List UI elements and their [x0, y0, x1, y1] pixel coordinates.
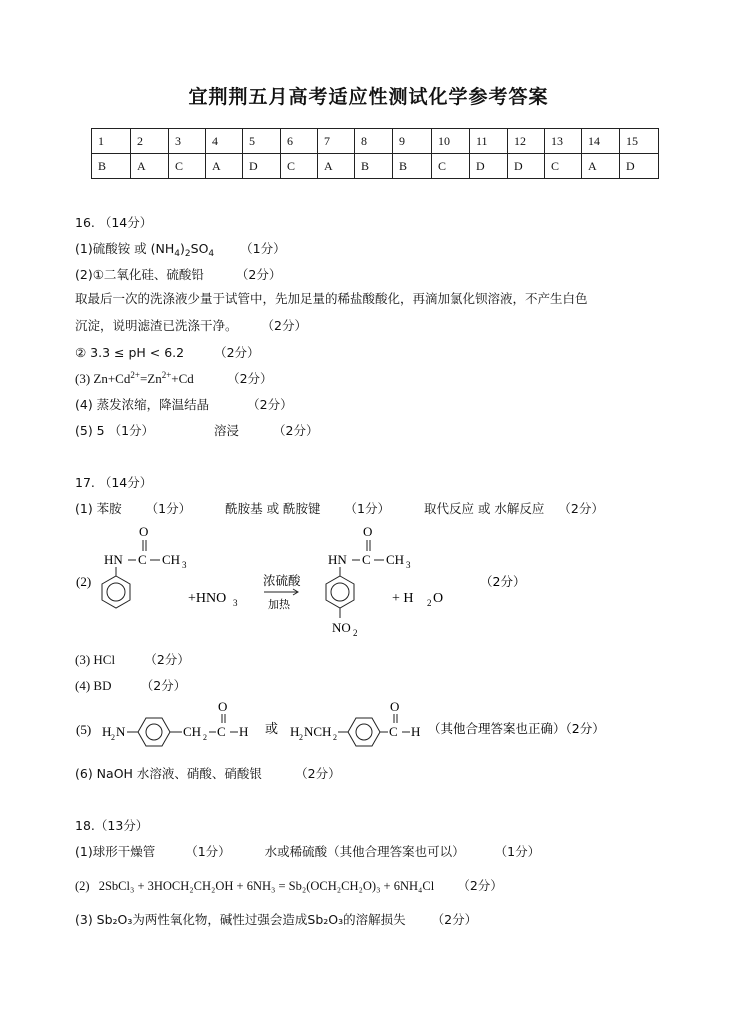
q5-label: (5)	[76, 722, 92, 737]
q5-or: 或	[265, 722, 279, 737]
answer-cell: B	[393, 154, 432, 179]
eq-h2o-o: O	[433, 591, 444, 606]
question-number-cell: 13	[545, 129, 582, 154]
q18-line-1	[75, 842, 540, 860]
benzene-ring	[102, 576, 130, 608]
q16-l6-charge: 2+	[130, 370, 140, 380]
q18-l2-label: (2)	[75, 879, 90, 893]
benzene-ring	[348, 718, 380, 746]
eq-reagent-sub: 3	[233, 598, 238, 608]
eq-plus-h2o: + H	[392, 591, 414, 606]
q16-l4-text: 沉淀，说明滤渣已洗涤干净。	[75, 318, 238, 333]
q5-ch2: CH	[183, 724, 202, 739]
acetanilide-structure	[102, 524, 187, 608]
benzene-ring	[326, 576, 354, 608]
question-number-cell: 1	[92, 129, 131, 154]
q16-l6-zn: =Zn	[139, 371, 162, 386]
eq-score: （2分）	[480, 574, 526, 589]
q16-l1-sub: 4	[174, 249, 181, 259]
q16-l6-text: (3) Zn+Cd	[75, 371, 131, 386]
q16-paragraph	[75, 285, 675, 339]
eq-o-left: O	[139, 524, 149, 539]
eq-ch3-right: CH	[386, 552, 405, 567]
answer-table-number-row	[92, 129, 659, 154]
q5-o: O	[218, 700, 228, 714]
question-number-cell: 12	[508, 129, 545, 154]
q16-line-1	[75, 239, 286, 259]
q16-l1-score: （1分）	[240, 241, 286, 256]
q16-l1-text: (1)硫酸铵 或 (NH	[75, 241, 175, 256]
q17-line-1	[75, 499, 604, 517]
answer-cell: D	[620, 154, 659, 179]
q16-l1-sub3: 4	[208, 249, 215, 259]
eq-reagent: +HNO	[188, 591, 227, 606]
q16-l6-charge2: 2+	[161, 370, 172, 380]
q16-line-6	[75, 369, 273, 387]
benzene-ring	[138, 718, 170, 746]
answer-cell: A	[131, 154, 169, 179]
q16-l4	[75, 312, 675, 339]
q16-l2-score: （2分）	[235, 267, 282, 282]
eq-hn-left: HN	[104, 552, 123, 567]
answer-cell: C	[281, 154, 318, 179]
answer-cell: D	[243, 154, 281, 179]
q5b-h-end: H	[411, 724, 421, 739]
q5-h: H	[102, 724, 112, 739]
q16-l6-score: （2分）	[227, 371, 273, 386]
question-number-cell: 6	[281, 129, 318, 154]
q17-l6-text: (6) NaOH 水溶液、硝酸、硝酸银	[75, 766, 262, 781]
eq-ch3-left: CH	[162, 552, 181, 567]
answer-cell: A	[318, 154, 355, 179]
q5b-c: C	[389, 724, 398, 739]
q16-line-7	[75, 395, 293, 413]
q17-l4-score: （2分）	[140, 678, 187, 693]
answer-cell: D	[470, 154, 508, 179]
q5b-h-sub: 2	[299, 733, 303, 742]
q5b-nch-sub: 2	[333, 733, 337, 742]
eq-condition-top: 浓硫酸	[263, 573, 301, 588]
q17-l3-score: （2分）	[144, 652, 190, 667]
q17-line-3	[75, 650, 190, 668]
question-number-cell: 4	[206, 129, 243, 154]
q18-l1-score1: （1分）	[185, 844, 231, 859]
q5-h-end: H	[239, 724, 249, 739]
q5-n: N	[116, 724, 126, 739]
question-number-cell: 7	[318, 129, 355, 154]
answer-cell: C	[169, 154, 206, 179]
answer-cell: C	[545, 154, 582, 179]
q16-l5-text: ② 3.3 ≤ pH < 6.2	[75, 345, 185, 360]
aromatic-circle	[331, 583, 349, 601]
q18-header: 18.（13分）	[75, 818, 149, 833]
question-number-cell: 14	[582, 129, 620, 154]
q16-l3-text: 取最后一次的洗涤液少量于试管中，先加足量的稀盐酸酸化，再滴加氯化钡溶液，不产生白色	[75, 291, 588, 306]
q17-header: 17. （14分）	[75, 475, 153, 490]
q17-5-structures	[70, 700, 630, 752]
question-number-cell: 9	[393, 129, 432, 154]
q17-l1-score1: （1分）	[145, 501, 192, 516]
q18-l1-score2: （1分）	[494, 844, 541, 859]
question-number-cell: 2	[131, 129, 169, 154]
q16-l4-score: （2分）	[261, 318, 307, 333]
aromatic-circle	[107, 583, 125, 601]
structure-b	[290, 700, 420, 746]
q17-l6-score: （2分）	[295, 766, 341, 781]
q17-l3-text: (3) HCl	[75, 652, 116, 667]
eq-o-right: O	[363, 524, 373, 539]
p-nitroacetanilide-structure	[326, 524, 411, 638]
question-number-cell: 8	[355, 129, 393, 154]
q17-l1-reaction: 取代反应 或 水解反应	[423, 501, 545, 516]
eq-c-left: C	[138, 552, 147, 567]
structure-a	[102, 700, 248, 746]
q18-l3-text: (3) Sb₂O₃为两性氧化物，碱性过强会造成Sb₂O₃的溶解损失	[75, 912, 406, 927]
q16-l5-score: （2分）	[214, 345, 260, 360]
q16-header: 16. （14分）	[75, 215, 153, 230]
eq-ch3-sub-left: 3	[182, 560, 187, 570]
q18-l2-score: （2分）	[457, 878, 503, 893]
q18-l3-score: （2分）	[431, 912, 478, 927]
q16-l6-cd: +Cd	[171, 371, 194, 386]
answer-cell: A	[206, 154, 243, 179]
q5b-nch: NCH	[304, 724, 332, 739]
eq-h2o-sub: 2	[427, 598, 432, 608]
question-number-cell: 5	[243, 129, 281, 154]
answer-cell: B	[355, 154, 393, 179]
eq-ch3-sub-right: 3	[406, 560, 411, 570]
q16-l8-score: （2分）	[273, 423, 319, 438]
aromatic-circle	[356, 724, 372, 740]
eq-no2: NO	[332, 620, 351, 635]
question-number-cell: 3	[169, 129, 206, 154]
nitration-equation	[70, 522, 570, 644]
q5-note: （其他合理答案也正确）（2分）	[428, 721, 605, 736]
q16-l1-sub2: 2	[184, 249, 191, 259]
page-title: 宜荆荆五月高考适应性测试化学参考答案	[188, 86, 549, 108]
q17-l1-score2: （1分）	[344, 501, 390, 516]
q16-l7-score: （2分）	[247, 397, 293, 412]
q17-l1-score3: （2分）	[558, 501, 604, 516]
q16-line-2	[75, 265, 281, 283]
q18-line-2	[75, 876, 503, 894]
q5-ch2-sub: 2	[203, 733, 207, 742]
question-number-cell: 11	[470, 129, 508, 154]
question-number-cell: 15	[620, 129, 659, 154]
q16-line-8	[75, 421, 319, 439]
aromatic-circle	[146, 724, 162, 740]
answer-cell: A	[582, 154, 620, 179]
q16-l7-text: (4) 蒸发浓缩，降温结晶	[75, 397, 210, 412]
eq-condition-bottom: 加热	[268, 598, 290, 611]
eq-no2-sub: 2	[353, 628, 358, 638]
q5b-h: H	[290, 724, 300, 739]
q16-l2-text: (2)①二氧化硅、硫酸铅	[75, 267, 204, 282]
eq-c-right: C	[362, 552, 371, 567]
q5-h-sub: 2	[111, 733, 115, 742]
q18-l2-equation: 2SbCl₃ + 3HOCH₂CH₂OH + 6NH₃ = Sb₂(OCH₂CH₂O)₃ + 6NH₄Cl	[98, 879, 435, 893]
q5b-o: O	[390, 700, 400, 714]
q5-c: C	[217, 724, 226, 739]
q16-l1-paren: )	[180, 241, 185, 256]
q17-l1-aniline: (1) 苯胺	[75, 501, 122, 516]
q17-line-4	[75, 676, 186, 694]
q16-line-5	[75, 343, 260, 361]
q17-l4-text: (4) BD	[75, 678, 112, 693]
answer-table	[91, 128, 659, 179]
answer-cell: C	[432, 154, 470, 179]
eq-label: (2)	[76, 574, 92, 589]
q18-l1-text2: 水或稀硫酸（其他合理答案也可以）	[264, 844, 465, 859]
eq-hn-right: HN	[328, 552, 347, 567]
question-number-cell: 10	[432, 129, 470, 154]
q18-l1-text: (1)球形干燥管	[75, 844, 156, 859]
q16-l1-so: SO	[190, 241, 209, 256]
q16-l8-text: (5) 5 （1分）	[75, 423, 155, 438]
answer-cell: D	[508, 154, 545, 179]
answer-cell: B	[92, 154, 131, 179]
answer-table-answer-row	[92, 154, 659, 179]
q17-line-6	[75, 764, 341, 782]
q17-l1-amide: 酰胺基 或 酰胺键	[225, 501, 321, 516]
q16-l8-leach: 溶浸	[214, 423, 240, 438]
q18-line-3	[75, 910, 477, 928]
